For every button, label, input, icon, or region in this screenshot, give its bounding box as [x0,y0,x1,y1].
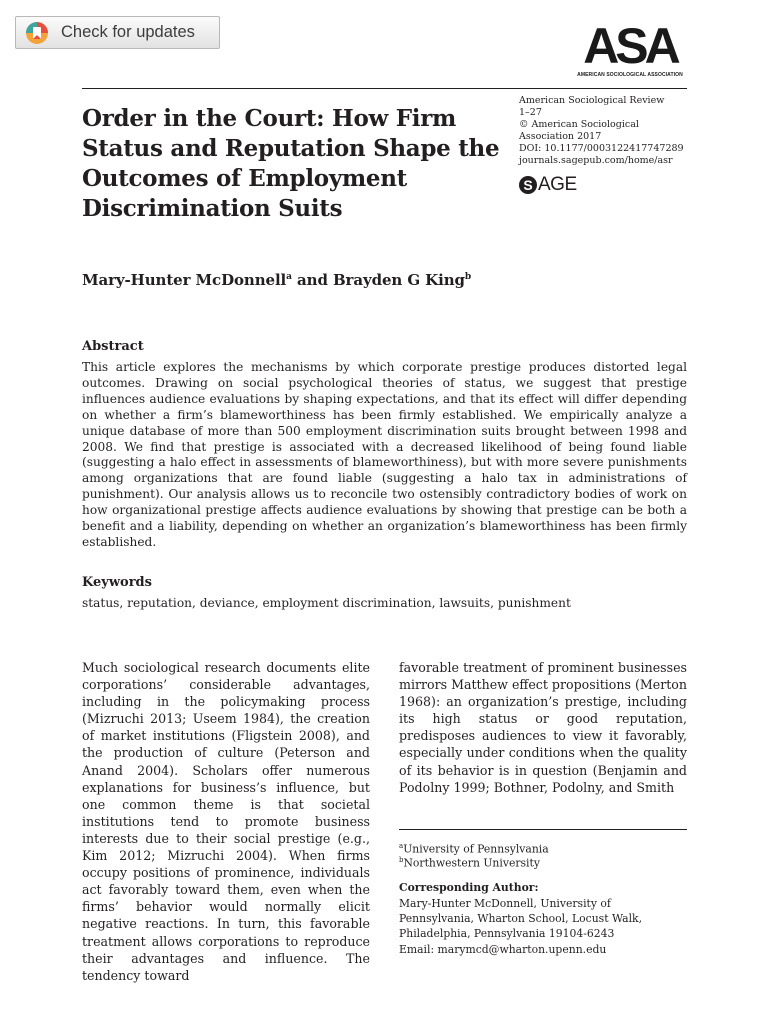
sage-logo-text: AGE [538,174,577,195]
author-conj: and [291,271,333,289]
affiliation-a-sup: a [399,842,404,850]
abstract-text: This article explores the mechanisms by which corporate prestige produces distorted legal outcomes. Drawing on social psychological theories of status, we suggest that prestige influences audience evaluations by shaping expectations, and that its effect will differ depending on whether a firm’s blameworthiness has been firmly established. We empirically analyze a unique database of more than 500 employment discrimination suits brought between 1998 and 2008. We find that prestige is associated with a decreased likelihood of being found liable (suggesting a halo effect in assessments of blameworthiness), but with more severe punishments among organizations that are found liable (suggesting a halo tax in administrations of punishment). Our analysis allows us to reconcile two ostensibly contradictory bodies of work on how organizational prestige affects audience evaluations by showing that prestige can be both a benefit and a liability, depending on whether an organization’s blameworthiness has been firmly established. [82,360,687,549]
journal-name: American Sociological Review [519,95,665,106]
author-first: Mary-Hunter McDonnell [82,271,287,289]
corresponding-line-1: Mary-Hunter McDonnell, University of [399,897,611,910]
article-title: Order in the Court: How Firm Status and Reputation Shape the Outcomes of Employment Discrimination Suits [82,105,500,222]
corresponding-author-details [399,896,689,957]
journal-info [519,95,694,167]
author-second: Brayden G King [332,271,465,289]
affiliation-b [399,853,689,871]
journal-url[interactable]: journals.sagepub.com/home/asr [519,155,673,166]
author-first-sup: a [286,272,292,282]
header-rule [82,88,687,89]
keywords-heading: Keywords [82,575,152,590]
copyright-line-2: Association 2017 [519,131,602,142]
body-column-right: favorable treatment of prominent businesses mirrors Matthew effect propositions (Merton 1968): an organization’s prestige, including its high status or good reputation, predisposes audiences to view it favorably, especially under conditions when the quality of its behavior is in question (Benjamin and Podolny 1999; Bothner, Podolny, and Smith [399,660,688,795]
asa-logo [570,18,690,80]
body-column-left: Much sociological research documents elite corporations’ considerable advantages, including in the policymaking process (Mizruchi 2013; Useem 1984), the creation of market institutions (Fligstein 2008), and the production of culture (Peterson and Anand 2004). Scholars offer numerous explanations for business’s influence, but one common theme is that societal institutions tend to promote business interests due to their social prestige (e.g., Kim 2012; Mizruchi 2004). When firms occupy positions of prominence, individuals act favorably toward them, even when the firms’ behavior would normally elicit negative reactions. In turn, this favorable treatment allows corporations to reproduce their advantages and influence. The tendency toward [82,660,370,983]
footnote-rule [399,829,687,830]
check-for-updates-button[interactable] [15,16,220,49]
doi[interactable]: DOI: 10.1177/0003122417747289 [519,143,684,154]
page-range: 1–27 [519,107,542,118]
affiliation-b-sup: b [399,856,404,864]
affiliation-b-text: Northwestern University [403,856,540,870]
keywords-text: status, reputation, deviance, employment discrimination, lawsuits, punishment [82,596,571,610]
corresponding-line-2: Pennsylvania, Wharton School, Locust Walk, [399,912,643,926]
crossmark-icon [25,21,49,45]
sage-logo [519,174,577,196]
corresponding-email[interactable]: Email: marymcd@wharton.upenn.edu [399,942,607,956]
authors [82,271,471,289]
affiliation-a-text: University of Pennsylvania [403,842,549,856]
sage-s-icon: S [519,176,537,194]
asa-logo-subtitle: AMERICAN SOCIOLOGICAL ASSOCIATION [577,72,683,78]
corresponding-author-heading: Corresponding Author: [399,881,539,894]
corresponding-line-3: Philadelphia, Pennsylvania 19104-6243 [399,927,615,941]
author-second-sup: b [464,272,472,282]
asa-logo-letters: ASA [583,18,677,74]
abstract-heading: Abstract [82,339,144,354]
copyright-line-1: © American Sociological [519,119,639,130]
check-for-updates-label: Check for updates [61,23,195,41]
